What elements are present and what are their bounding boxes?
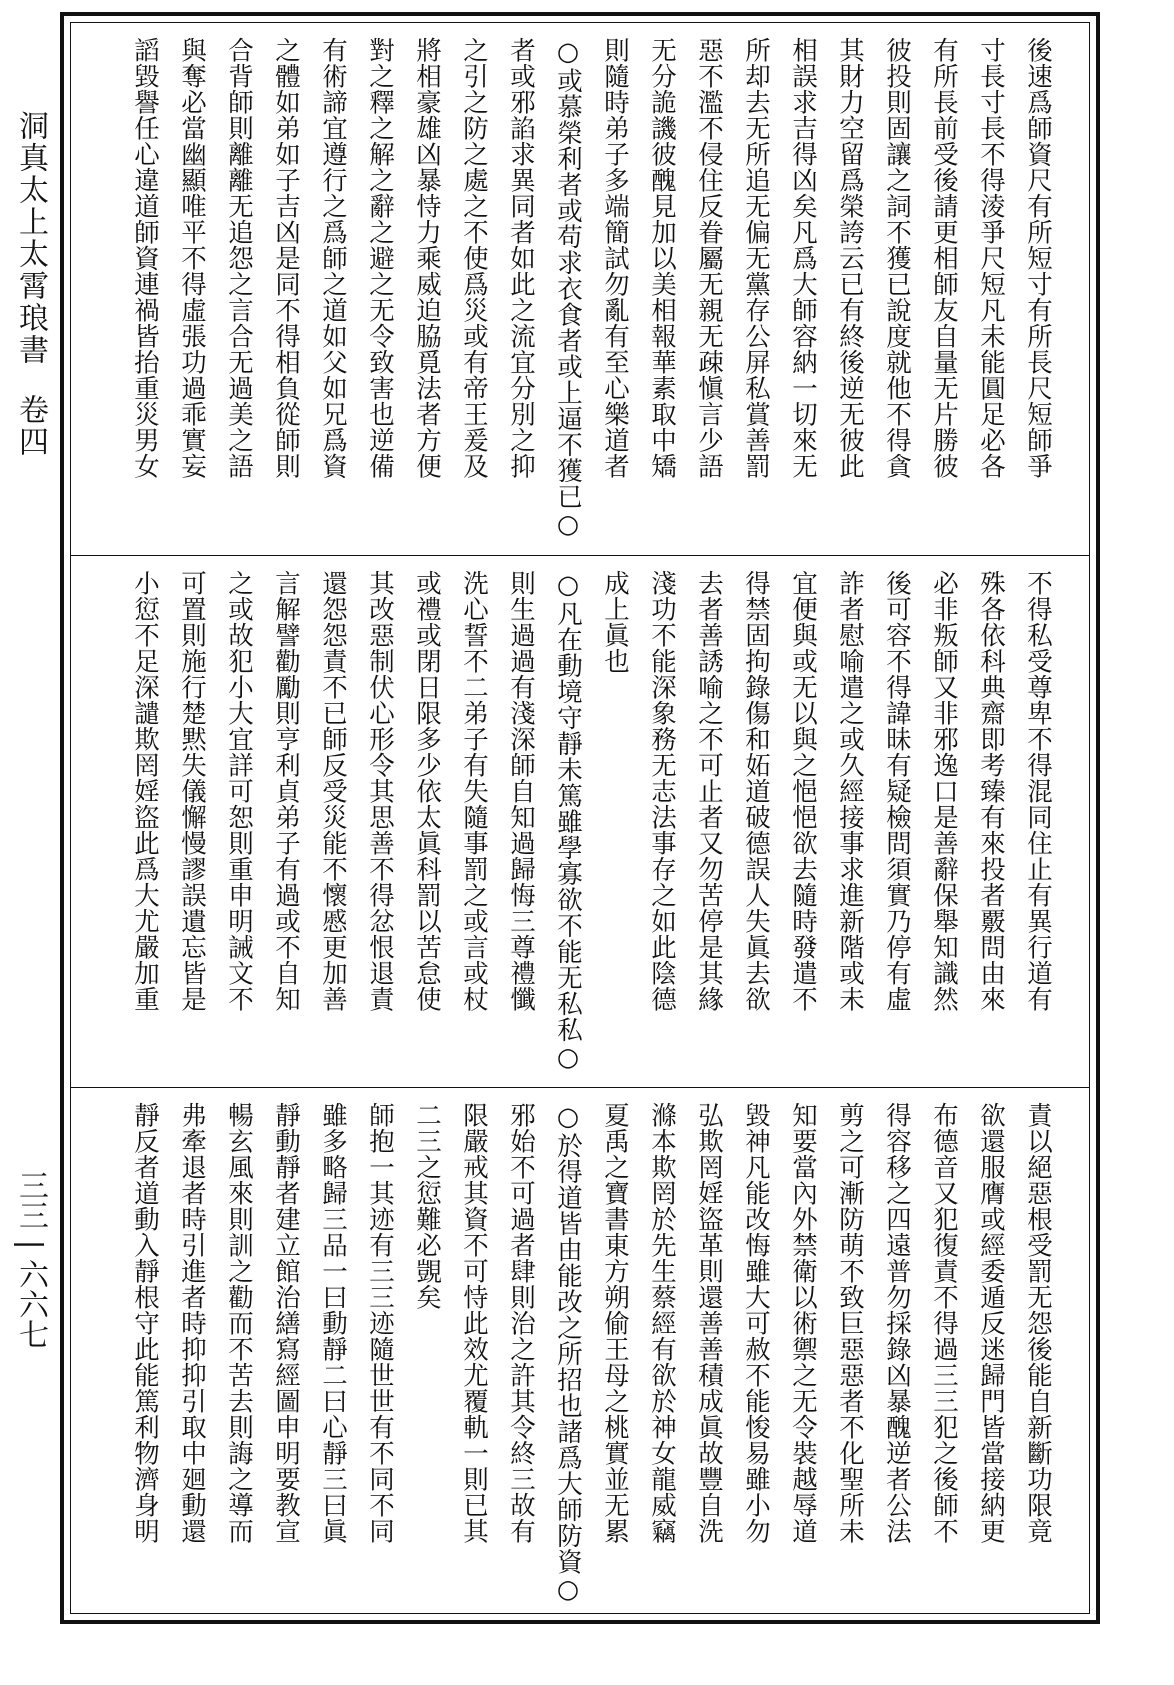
register-top [71, 23, 1089, 553]
text-column: ○或慕榮利者或苟求衣食者或上逼不獲已○ [553, 37, 583, 540]
text-column: 靜動靜者建立館治繕寫經圖申明要教宣 [271, 1102, 301, 1544]
text-column: 限嚴戒其資不可恃此效尤覆軌一則已其 [459, 1102, 489, 1544]
text-column: 滌本欺罔於先生蔡經有欲於神女龍威竊 [647, 1102, 677, 1544]
text-column: 邪始不可過者肆則治之許其令終三故有 [506, 1102, 536, 1544]
text-column: 洗心誓不二弟子有失隨事罰之或言或杖 [459, 570, 489, 1012]
page-number: 三三 | 六六七 [13, 1170, 48, 1350]
text-column: 得禁固拘錄傷和妬道破德誤人失眞去欲 [741, 570, 771, 1012]
text-column: 其改惡制伏心形令其思善不得忿恨退責 [365, 570, 395, 1012]
text-column: 剪之可漸防萌不致巨惡惡者不化聖所未 [835, 1102, 865, 1544]
text-column: 必非叛師又非邪逸口是善辭保舉知識然 [929, 570, 959, 1012]
text-column: 雖多略歸三品一曰動靜二曰心靜三曰眞 [318, 1102, 348, 1544]
text-column: 後可容不得諱昧有疑檢問須實乃停有虛 [882, 570, 912, 1012]
text-column: 得容移之四遠普勿採錄凶暴醜逆者公法 [882, 1102, 912, 1544]
text-column: 淺功不能深象務无志法事存之如此陰德 [647, 570, 677, 1012]
text-column: 將相豪雄凶暴恃力乘威迫脇覓法者方便 [412, 37, 442, 479]
text-column: 與奪必當幽顯唯平不得虛張功過乖實妄 [177, 37, 207, 479]
text-column: 其財力空留爲榮誇云已有終後逆无彼此 [835, 37, 865, 479]
text-column: 殊各依科典齋即考臻有來投者覈問由來 [976, 570, 1006, 1012]
text-column: 可置則施行楚黙失儀懈慢謬誤遺忘皆是 [177, 570, 207, 1012]
text-column: 師抱一其迹有三三迹隨世世有不同不同 [365, 1102, 395, 1544]
text-column: 布德音又犯復責不得過三三犯之後師不 [929, 1102, 959, 1544]
book-title: 洞真太上太霄琅書 [13, 110, 48, 366]
text-column: 知要當內外禁衛以術禦之无令裝越辱道 [788, 1102, 818, 1544]
text-column: 後速爲師資尺有所短寸有所長尺短師爭 [1023, 37, 1053, 479]
text-column: 則隨時弟子多端簡試勿亂有至心樂道者 [600, 37, 630, 479]
side-title [10, 110, 50, 458]
volume-label: 卷四 [13, 394, 48, 458]
text-column: 彼投則固讓之詞不獲已說度就他不得貪 [882, 37, 912, 479]
text-columns [111, 37, 1061, 545]
text-column: 无分詭譏彼醜見加以美相報華素取中矯 [647, 37, 677, 479]
text-column: 責以絕惡根受罰无怨後能自新斷功限竟 [1023, 1102, 1053, 1544]
text-column: 者或邪諂求異同者如此之流宜分別之抑 [506, 37, 536, 479]
text-column: 二三之愆難必覬矣 [412, 1102, 442, 1310]
text-column: ○於得道皆由能改之所招也諸爲大師防資○ [553, 1102, 583, 1605]
text-column: 欲還服膺或經委遁反迷歸門皆當接納更 [976, 1102, 1006, 1544]
register-bottom [71, 1087, 1089, 1620]
text-column: 則生過過有淺深師自知過歸悔三尊禮懺 [506, 570, 536, 1012]
frame-inner [70, 22, 1090, 1614]
text-column: 弗牽退者時引進者時抑抑引取中廻動還 [177, 1102, 207, 1544]
text-column: 去者善誘喻之不可止者又勿苦停是其緣 [694, 570, 724, 1012]
text-column: 不得私受尊卑不得混同住止有異行道有 [1023, 570, 1053, 1012]
text-columns [111, 1102, 1061, 1612]
text-column: 謟毀譽任心違道師資連禍皆抬重災男女 [130, 37, 160, 479]
text-column: 夏禹之寶書東方朔偷王母之桃實並无累 [600, 1102, 630, 1544]
text-column: 對之釋之解之辭之避之无令致害也逆備 [365, 37, 395, 479]
text-column: 小愆不足深譴欺罔婬盜此爲大尤嚴加重 [130, 570, 160, 1012]
text-column: 之或故犯小大宜詳可恕則重申明誡文不 [224, 570, 254, 1012]
text-column: 靜反者道動入靜根守此能篤利物濟身明 [130, 1102, 160, 1544]
text-column: 之體如弟如子吉凶是同不得相負從師則 [271, 37, 301, 479]
text-column: 還怨怨責不已師反受災能不懷慼更加善 [318, 570, 348, 1012]
text-column: 寸長寸長不得淩爭尺短凡未能圓足必各 [976, 37, 1006, 479]
text-column: 詐者慰喻遣之或久經接事求進新階或未 [835, 570, 865, 1012]
page-frame [60, 12, 1100, 1624]
text-columns [111, 570, 1061, 1078]
text-column: 有所長前受後請更相師友自量无片勝彼 [929, 37, 959, 479]
text-column: 成上眞也 [600, 570, 630, 674]
text-column: 毀神凡能改悔雖大可赦不能悛易雖小勿 [741, 1102, 771, 1544]
text-column: 言解譬勸勵則亨利貞弟子有過或不自知 [271, 570, 301, 1012]
text-column: 合背師則離離无追怨之言合无過美之語 [224, 37, 254, 479]
text-column: 或禮或閉日限多少依太眞科罰以苦怠使 [412, 570, 442, 1012]
text-column: 暢玄風來則訓之勸而不苦去則誨之導而 [224, 1102, 254, 1544]
text-column: 宜便與或无以與之悒悒欲去隨時發遣不 [788, 570, 818, 1012]
register-middle [71, 555, 1089, 1086]
text-column: ○凡在動境守靜未篤雖學寡欲不能无私私○ [553, 570, 583, 1073]
text-column: 所却去无所追无偏无黨存公屏私賞善罰 [741, 37, 771, 479]
text-column: 相誤求吉得凶矣凡爲大師容納一切來无 [788, 37, 818, 479]
text-column: 弘欺罔婬盜革則還善善積成眞故豐自洗 [694, 1102, 724, 1544]
text-column: 惡不濫不侵住反眷屬无親无疎愼言少語 [694, 37, 724, 479]
text-column: 有術諦宜遵行之爲師之道如父如兄爲資 [318, 37, 348, 479]
text-column: 之引之防之處之不使爲災或有帝王爰及 [459, 37, 489, 479]
